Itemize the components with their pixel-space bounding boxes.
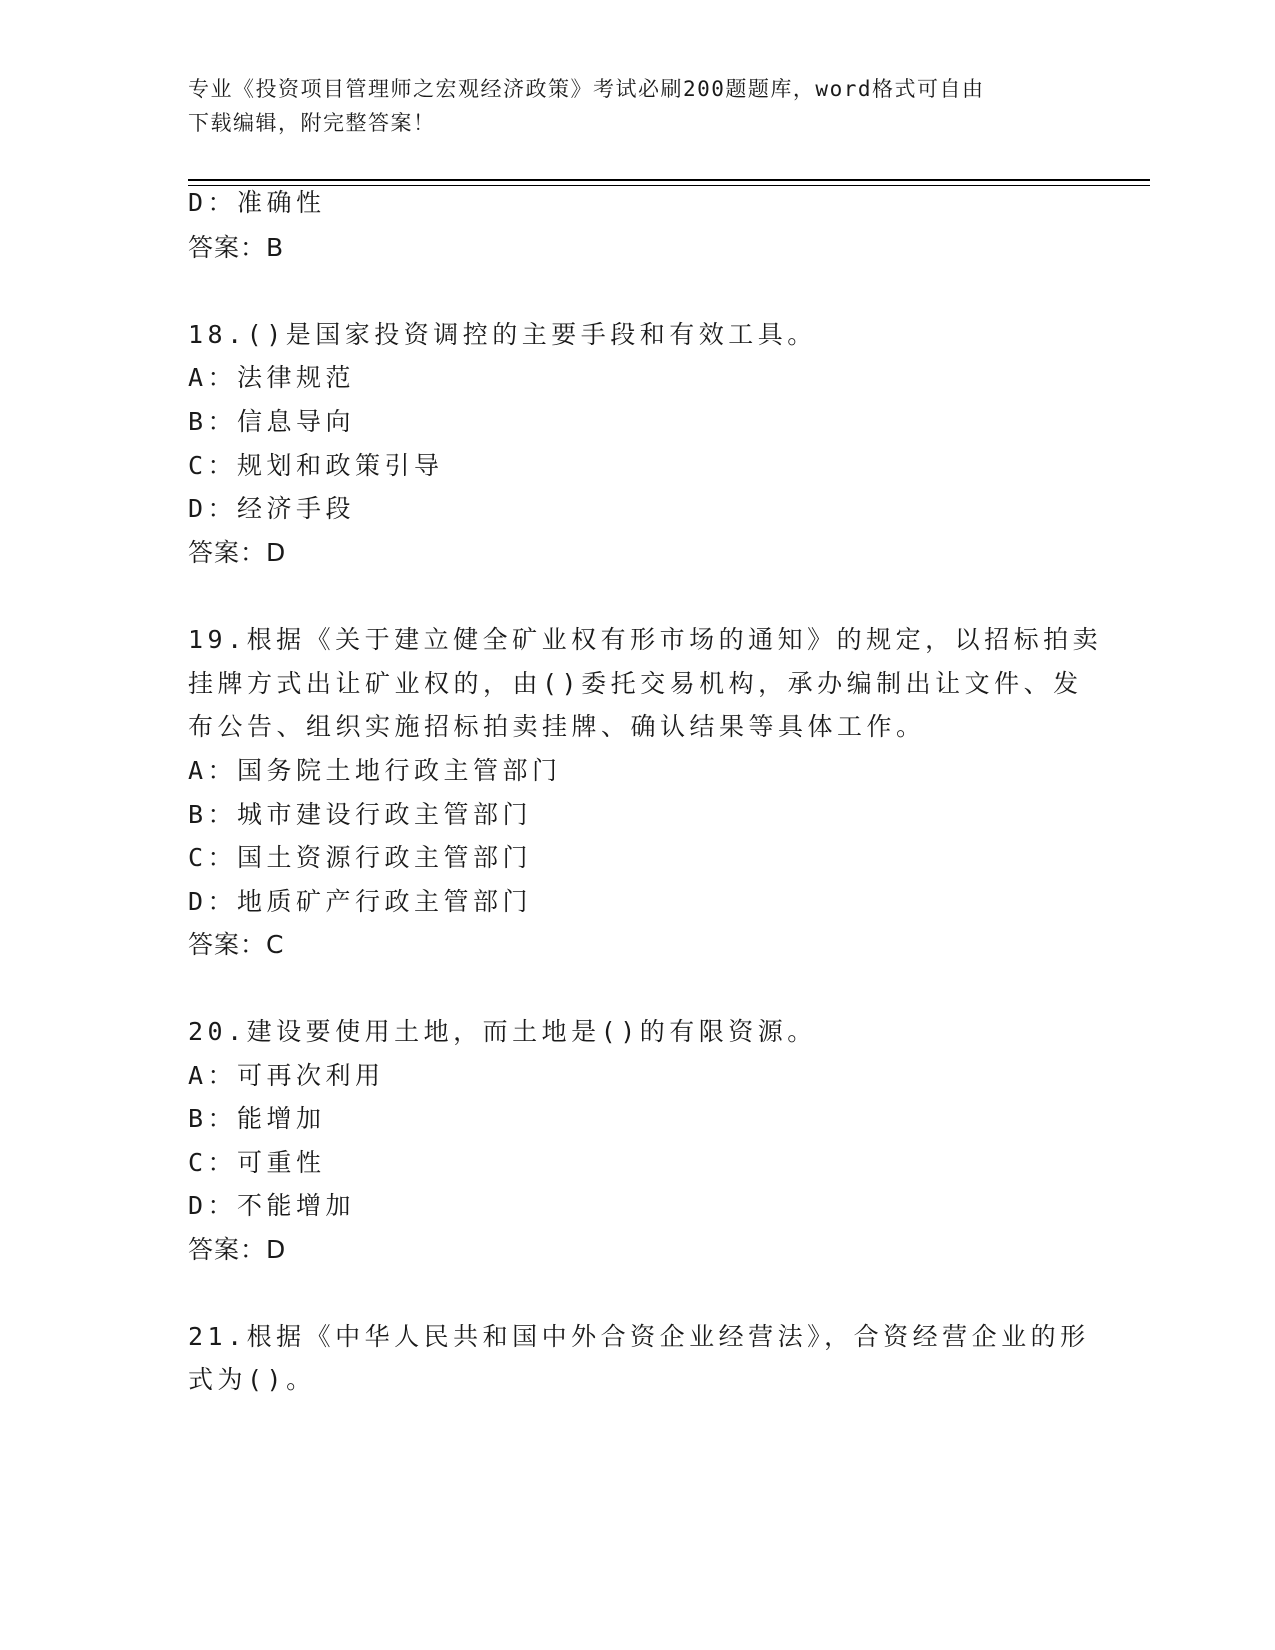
question-18-answer: 答案：D bbox=[188, 538, 287, 567]
question-19-answer: 答案：C bbox=[188, 930, 285, 959]
question-21-stem-line-1: 21.根据《中华人民共和国中外合资企业经营法》，合资经营企业的形 bbox=[188, 1322, 1090, 1351]
question-19-stem-line-3: 布公告、组织实施招标拍卖挂牌、确认结果等具体工作。 bbox=[188, 712, 926, 741]
question-19-option-a: A：国务院土地行政主管部门 bbox=[188, 756, 562, 785]
question-20-answer: 答案：D bbox=[188, 1235, 287, 1264]
header-rule-thin bbox=[188, 185, 1150, 186]
question-19-stem-line-1: 19.根据《关于建立健全矿业权有形市场的通知》的规定，以招标拍卖 bbox=[188, 625, 1103, 654]
question-18-option-d: D：经济手段 bbox=[188, 494, 356, 523]
prev-option-d: D：准确性 bbox=[188, 188, 326, 217]
question-19-option-d: D：地质矿产行政主管部门 bbox=[188, 887, 533, 916]
question-21-stem-line-2: 式为()。 bbox=[188, 1365, 316, 1394]
question-19-stem-line-2: 挂牌方式出让矿业权的，由()委托交易机构，承办编制出让文件、发 bbox=[188, 669, 1083, 698]
prev-answer: 答案：B bbox=[188, 233, 285, 262]
question-18-option-a: A：法律规范 bbox=[188, 363, 356, 392]
question-20-option-c: C：可重性 bbox=[188, 1148, 326, 1177]
header-line-1: 专业《投资项目管理师之宏观经济政策》考试必刷200题题库，word格式可自由 bbox=[188, 77, 985, 101]
question-18-stem: 18.()是国家投资调控的主要手段和有效工具。 bbox=[188, 320, 817, 349]
header-line-2: 下载编辑，附完整答案！ bbox=[188, 111, 436, 135]
question-20-option-d: D：不能增加 bbox=[188, 1191, 356, 1220]
question-19-option-b: B：城市建设行政主管部门 bbox=[188, 800, 533, 829]
question-18-option-b: B：信息导向 bbox=[188, 407, 356, 436]
question-20-option-b: B：能增加 bbox=[188, 1104, 326, 1133]
question-20-stem: 20.建设要使用土地，而土地是()的有限资源。 bbox=[188, 1017, 817, 1046]
page-header bbox=[188, 72, 1088, 140]
question-19-option-c: C：国土资源行政主管部门 bbox=[188, 843, 533, 872]
question-20-option-a: A：可再次利用 bbox=[188, 1061, 385, 1090]
question-18-option-c: C：规划和政策引导 bbox=[188, 451, 444, 480]
header-rule-thick bbox=[188, 179, 1150, 181]
